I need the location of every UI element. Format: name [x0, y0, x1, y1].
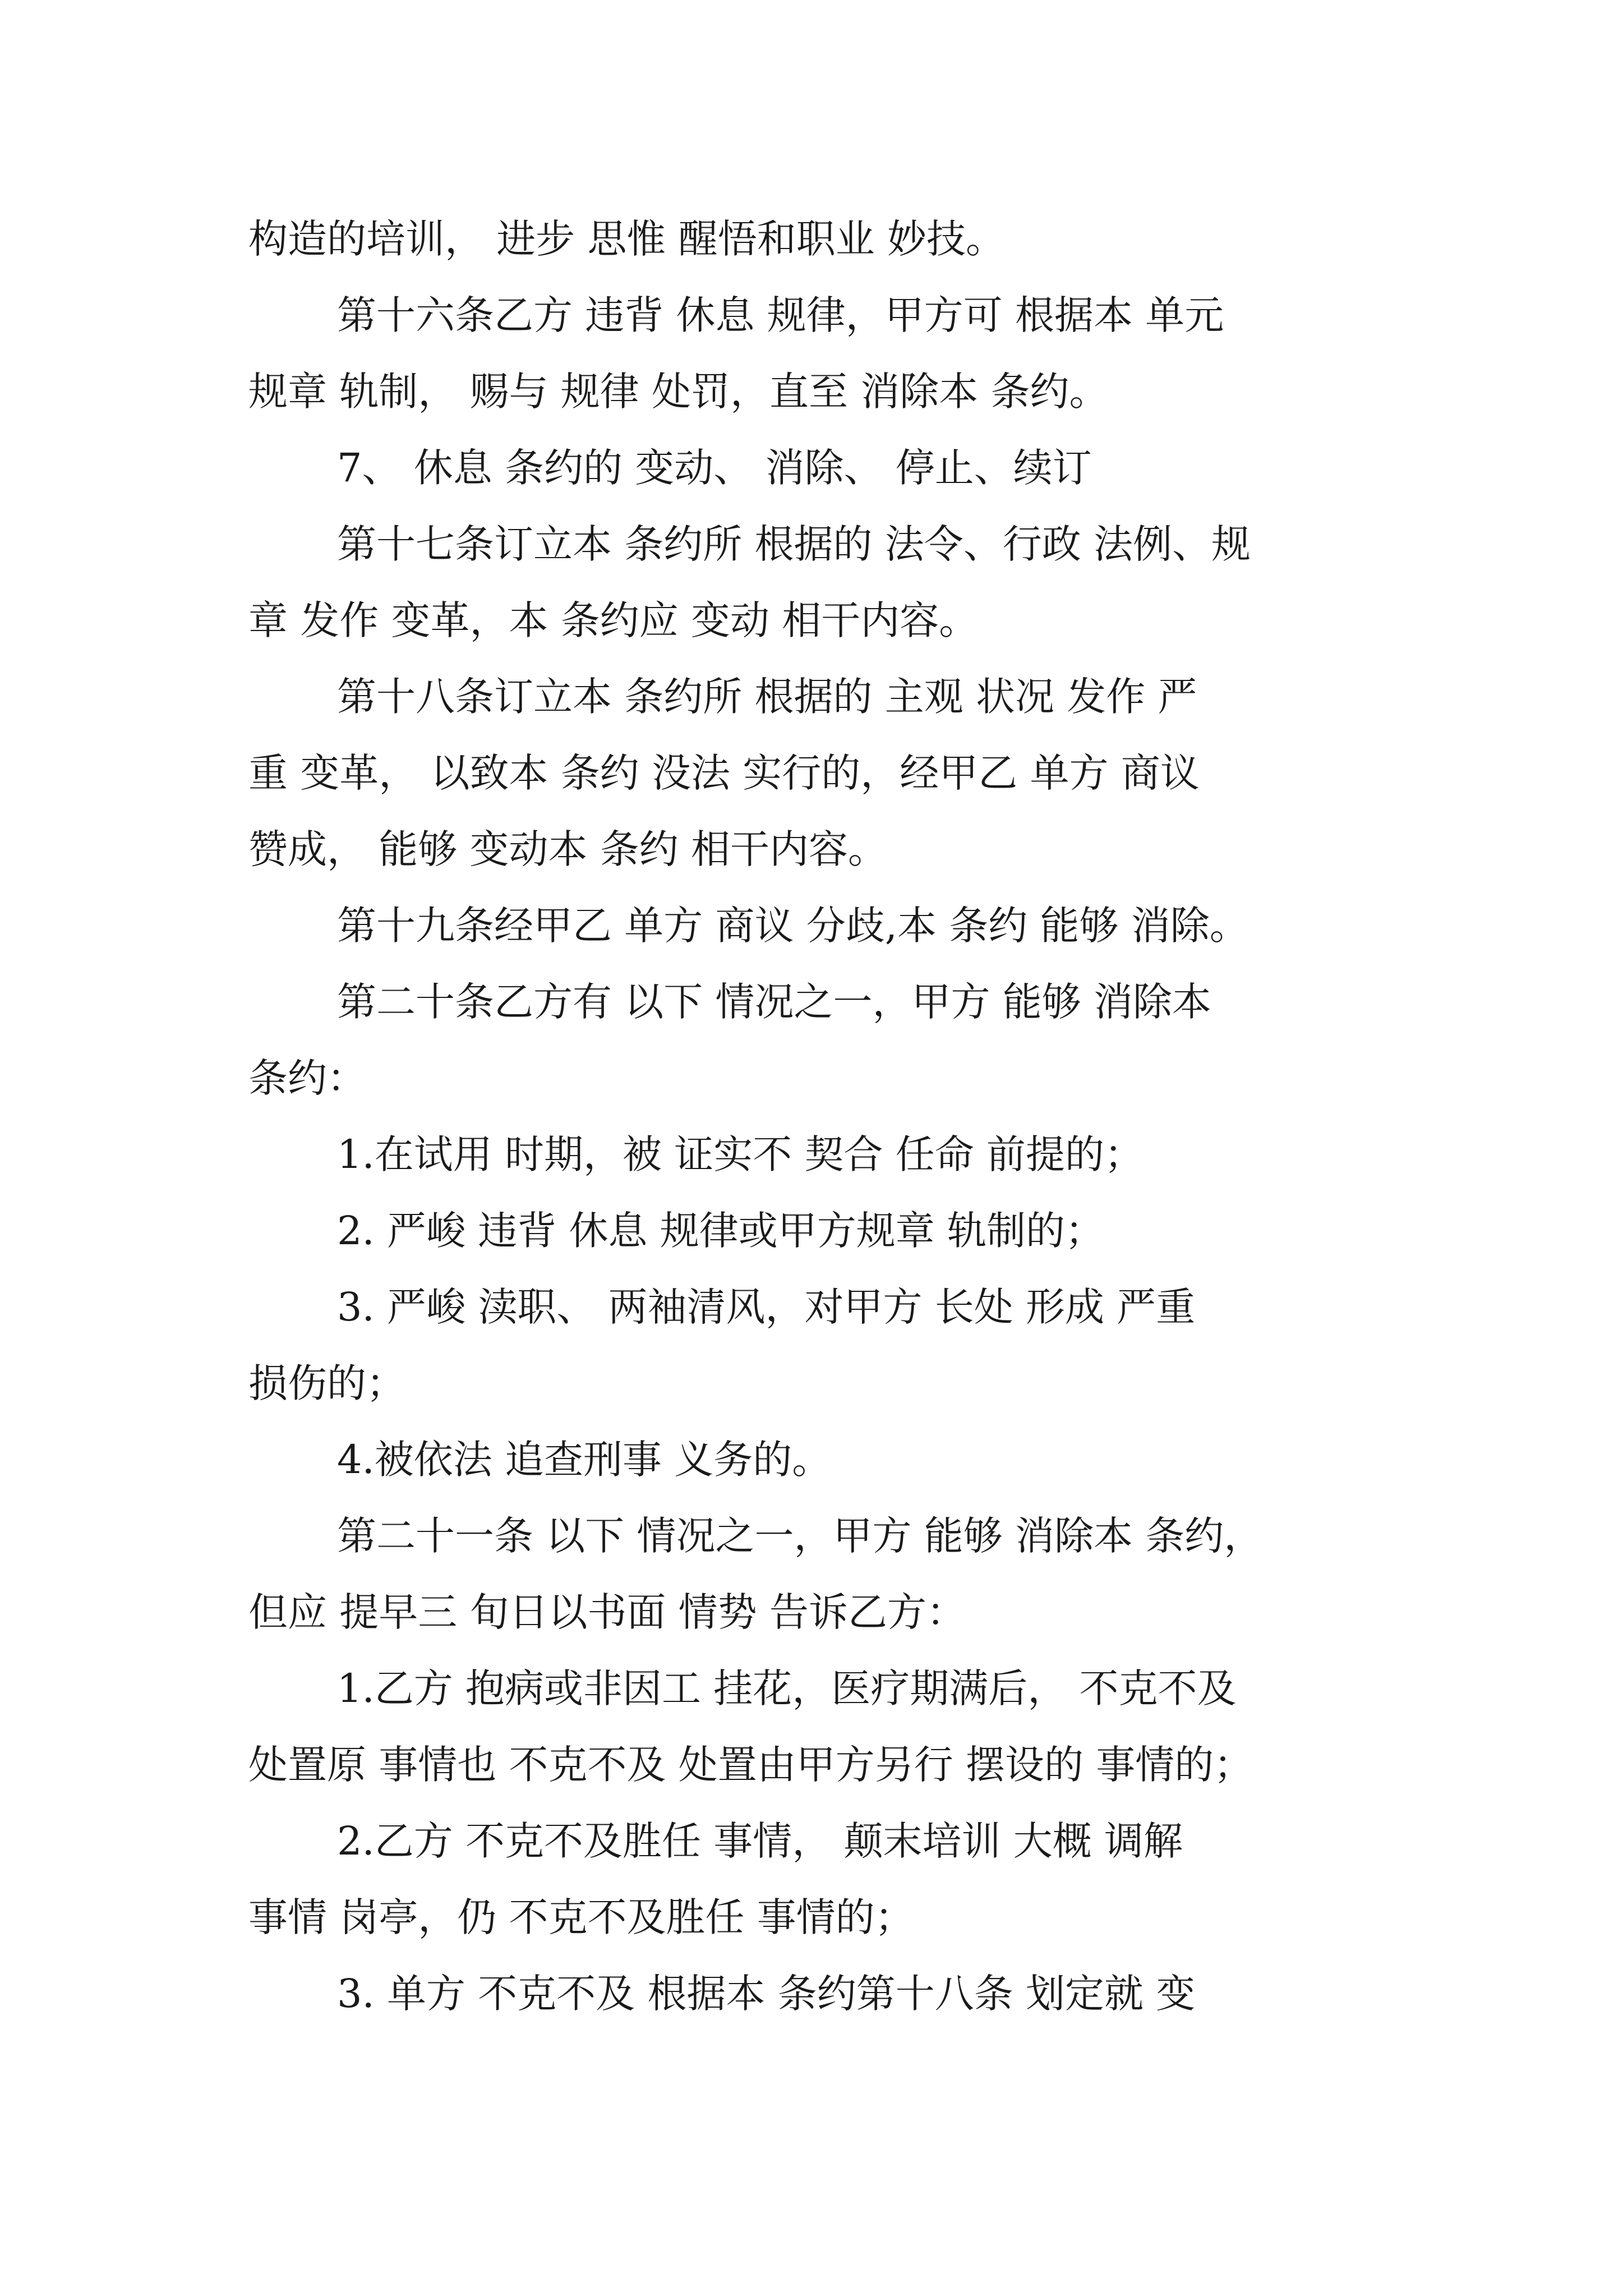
text-line: 章 发作 变革，本 条约应 变动 相干内容。 — [248, 597, 979, 643]
text-line: 赞成， 能够 变动本 条约 相干内容。 — [248, 826, 888, 872]
section-heading: 7、 休息 条约的 变动、 消除、 停止、续订 — [337, 445, 1092, 491]
list-item: 4.被依法 追查刑事 义务的。 — [337, 1437, 832, 1483]
text-line: 事情 岗亭，仍 不克不及胜任 事情的； — [248, 1894, 914, 1940]
list-item: 1.乙方 抱病或非因工 挂花，医疗期满后， 不克不及 — [337, 1665, 1237, 1711]
list-item: 3. 严峻 渎职、 两袖清风，对甲方 长处 形成 严重 — [337, 1284, 1196, 1330]
text-line: 条约： — [248, 1055, 366, 1101]
list-item: 2. 严峻 违背 休息 规律或甲方规章 轨制的； — [337, 1208, 1105, 1254]
list-item: 3. 单方 不克不及 根据本 条约第十八条 划定就 变 — [337, 1971, 1196, 2017]
list-item: 2.乙方 不克不及胜任 事情， 颠末培训 大概 调解 — [337, 1818, 1183, 1864]
text-line: 但应 提早三 旬日以书面 情势 告诉乙方： — [248, 1589, 966, 1635]
text-line: 第十八条订立本 条约所 根据的 主观 状况 发作 严 — [337, 674, 1197, 720]
text-line: 构造的培训， 进步 思惟 醒悟和职业 妙技。 — [248, 216, 1006, 262]
text-line: 第二十条乙方有 以下 情况之一，甲方 能够 消除本 — [337, 979, 1212, 1025]
text-line: 第二十一条 以下 情况之一，甲方 能够 消除本 条约， — [337, 1513, 1264, 1559]
text-line: 第十九条经甲乙 单方 商议 分歧,本 条约 能够 消除。 — [337, 903, 1249, 949]
text-line: 处置原 事情也 不克不及 处置由甲方另行 摆设的 事情的； — [248, 1742, 1253, 1788]
text-line: 损伤的； — [248, 1360, 405, 1406]
text-line: 重 变革， 以致本 条约 没法 实行的，经甲乙 单方 商议 — [248, 750, 1200, 796]
text-line: 第十七条订立本 条约所 根据的 法令、行政 法例、规 — [337, 521, 1251, 567]
document-body — [248, 201, 1393, 2032]
text-line: 规章 轨制， 赐与 规律 处罚，直至 消除本 条约。 — [248, 369, 1109, 415]
text-line: 第十六条乙方 违背 休息 规律，甲方可 根据本 单元 — [337, 292, 1224, 338]
list-item: 1.在试用 时期，被 证实不 契合 任命 前提的； — [337, 1131, 1144, 1177]
